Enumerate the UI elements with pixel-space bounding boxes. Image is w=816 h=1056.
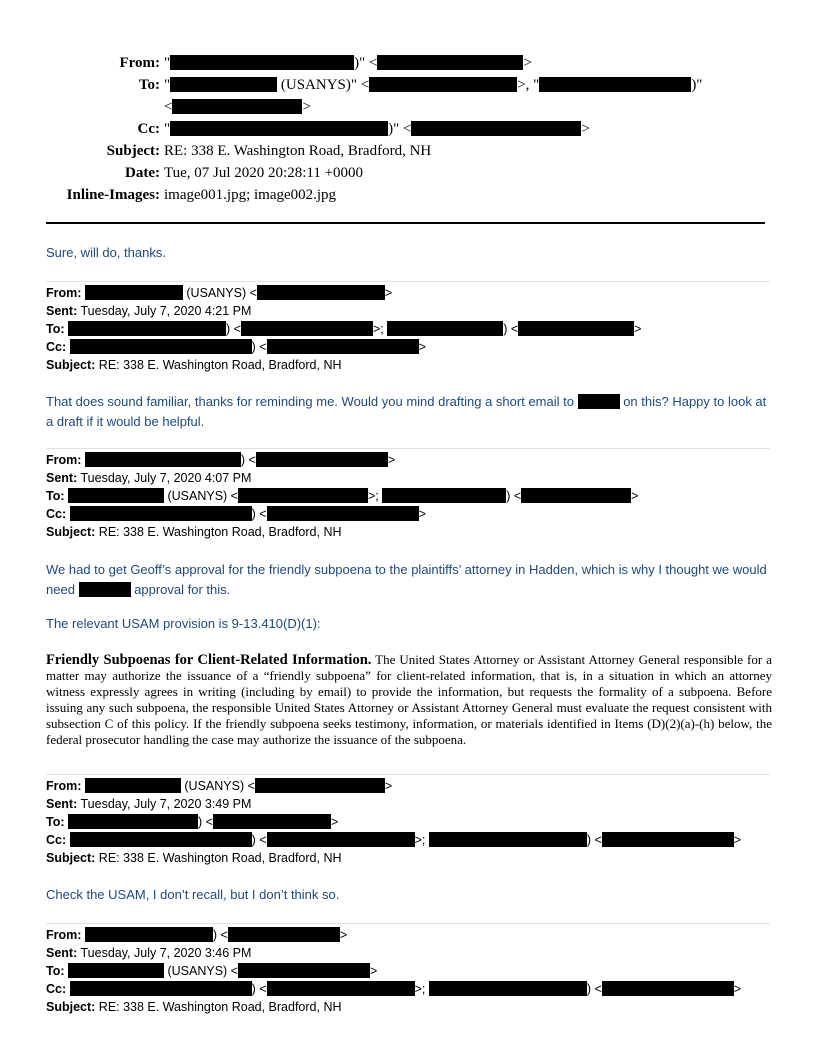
header-subject-label: Subject: — [106, 143, 160, 159]
message-1-body: That does sound familiar, thanks for reminding me. Would you mind drafting a short email to on this? Happy to look at a draft if it would be helpful. — [46, 394, 767, 429]
header-date-label: Date: — [125, 165, 160, 181]
redaction-block — [68, 321, 226, 336]
redaction-block — [539, 77, 691, 92]
redaction-block — [267, 981, 415, 996]
redaction-block — [578, 394, 620, 409]
message-3-body: Check the USAM, I don’t recall, but I don’t think so. — [46, 887, 340, 902]
usam-quote: Friendly Subpoenas for Client-Related Information. The United States Attorney or Assistant Attorney General responsible for a matter may authorize the issuance of a “friendly subpoena” for client-related information, that is, in a situation in which an attorney witness expressly agrees in writing (including by email) to provide the information, but requests the formality of a subpoena. Before issuing any such subpoena, the responsible United States Attorney or Assistant Attorney General must evaluate the request consistent with subsection C of this policy. If the friendly subpoena seeks testimony, information, or materials identified in Items (D)(2)(a)-(h) below, the federal prosecutor handling the case may authorize the issuance of the subpoena. — [46, 652, 772, 747]
header-cc-row: Cc: " )" < > — [0, 118, 816, 140]
redaction-block — [256, 452, 388, 467]
redaction-block — [382, 488, 506, 503]
redaction-block — [68, 488, 164, 503]
redaction-block — [241, 321, 373, 336]
redaction-block — [602, 832, 734, 847]
message-divider — [46, 281, 770, 282]
redaction-block — [257, 285, 385, 300]
header-images-value: image001.jpg; image002.jpg — [164, 187, 337, 203]
redaction-block — [429, 832, 587, 847]
redaction-block — [369, 77, 517, 92]
message-2-header: From: ) < > Sent: Tuesday, July 7, 2020 4:07 PM To: (USANYS) < >; ) < > Cc: ) < > Subject: RE: 338 E. Washington Road, Bradford, NH — [46, 453, 639, 539]
redaction-block — [85, 285, 183, 300]
header-divider — [46, 222, 765, 224]
redaction-block — [170, 77, 277, 92]
header-subject-value: RE: 338 E. Washington Road, Bradford, NH — [164, 143, 432, 159]
redaction-block — [518, 321, 634, 336]
header-date-value: Tue, 07 Jul 2020 20:28:11 +0000 — [164, 165, 364, 181]
header-to-continuation: < > — [164, 99, 311, 115]
redaction-block — [387, 321, 503, 336]
message-divider — [46, 448, 770, 449]
header-to-label: To: — [138, 77, 160, 93]
redaction-block — [79, 582, 131, 597]
redaction-block — [85, 452, 241, 467]
header-images-row — [0, 184, 816, 206]
header-to-row: To: " (USANYS)" < >, " )" — [0, 74, 816, 96]
redaction-block — [267, 506, 419, 521]
redaction-block — [267, 832, 415, 847]
redaction-block — [70, 832, 252, 847]
redaction-block — [85, 927, 213, 942]
redaction-block — [238, 963, 370, 978]
header-date-row — [0, 162, 816, 184]
redaction-block — [170, 55, 354, 70]
email-header — [0, 52, 816, 206]
redaction-block — [68, 814, 198, 829]
redaction-block — [267, 339, 419, 354]
message-divider — [46, 923, 770, 924]
redaction-block — [85, 778, 181, 793]
redaction-block — [70, 981, 252, 996]
redaction-block — [228, 927, 340, 942]
redaction-block — [411, 121, 581, 136]
header-from-row: From: " )" < > — [0, 52, 816, 74]
header-from-label: From: — [119, 55, 160, 71]
message-1-header: From: (USANYS) < > Sent: Tuesday, July 7, 2020 4:21 PM To: ) < >; ) < > Cc: ) < > Subject: RE: 338 E. Washington Road, Bradford, NH — [46, 286, 642, 372]
message-4-header: From: ) < > Sent: Tuesday, July 7, 2020 3:46 PM To: (USANYS) < > Cc: ) < >; ) < > Subject: RE: 338 E. Washington Road, Bradford, NH — [46, 928, 742, 1014]
redaction-block — [170, 121, 388, 136]
redaction-block — [255, 778, 385, 793]
usam-quote-title: Friendly Subpoenas for Client-Related Information. — [46, 652, 372, 668]
redaction-block — [377, 55, 523, 70]
redaction-block — [602, 981, 734, 996]
redaction-block — [68, 963, 164, 978]
message-2-body-provision: The relevant USAM provision is 9-13.410(D)(1): — [46, 616, 321, 631]
redaction-block — [70, 506, 252, 521]
redaction-block — [70, 339, 252, 354]
header-images-label: Inline-Images: — [66, 187, 160, 203]
redaction-block — [238, 488, 368, 503]
header-cc-label: Cc: — [137, 121, 160, 137]
redaction-block — [213, 814, 331, 829]
redaction-block — [172, 99, 302, 114]
message-divider — [46, 774, 770, 775]
redaction-block — [429, 981, 587, 996]
message-3-header: From: (USANYS) < > Sent: Tuesday, July 7, 2020 3:49 PM To: ) < > Cc: ) < >; ) < > Subject: RE: 338 E. Washington Road, Bradford, NH — [46, 779, 742, 865]
redaction-block — [521, 488, 631, 503]
message-2-body: We had to get Geoff’s approval for the friendly subpoena to the plaintiffs’ attorney in Hadden, which is why I thought we would need approval for this. — [46, 562, 767, 597]
header-subject-row — [0, 140, 816, 162]
reply-body: Sure, will do, thanks. — [46, 245, 166, 260]
